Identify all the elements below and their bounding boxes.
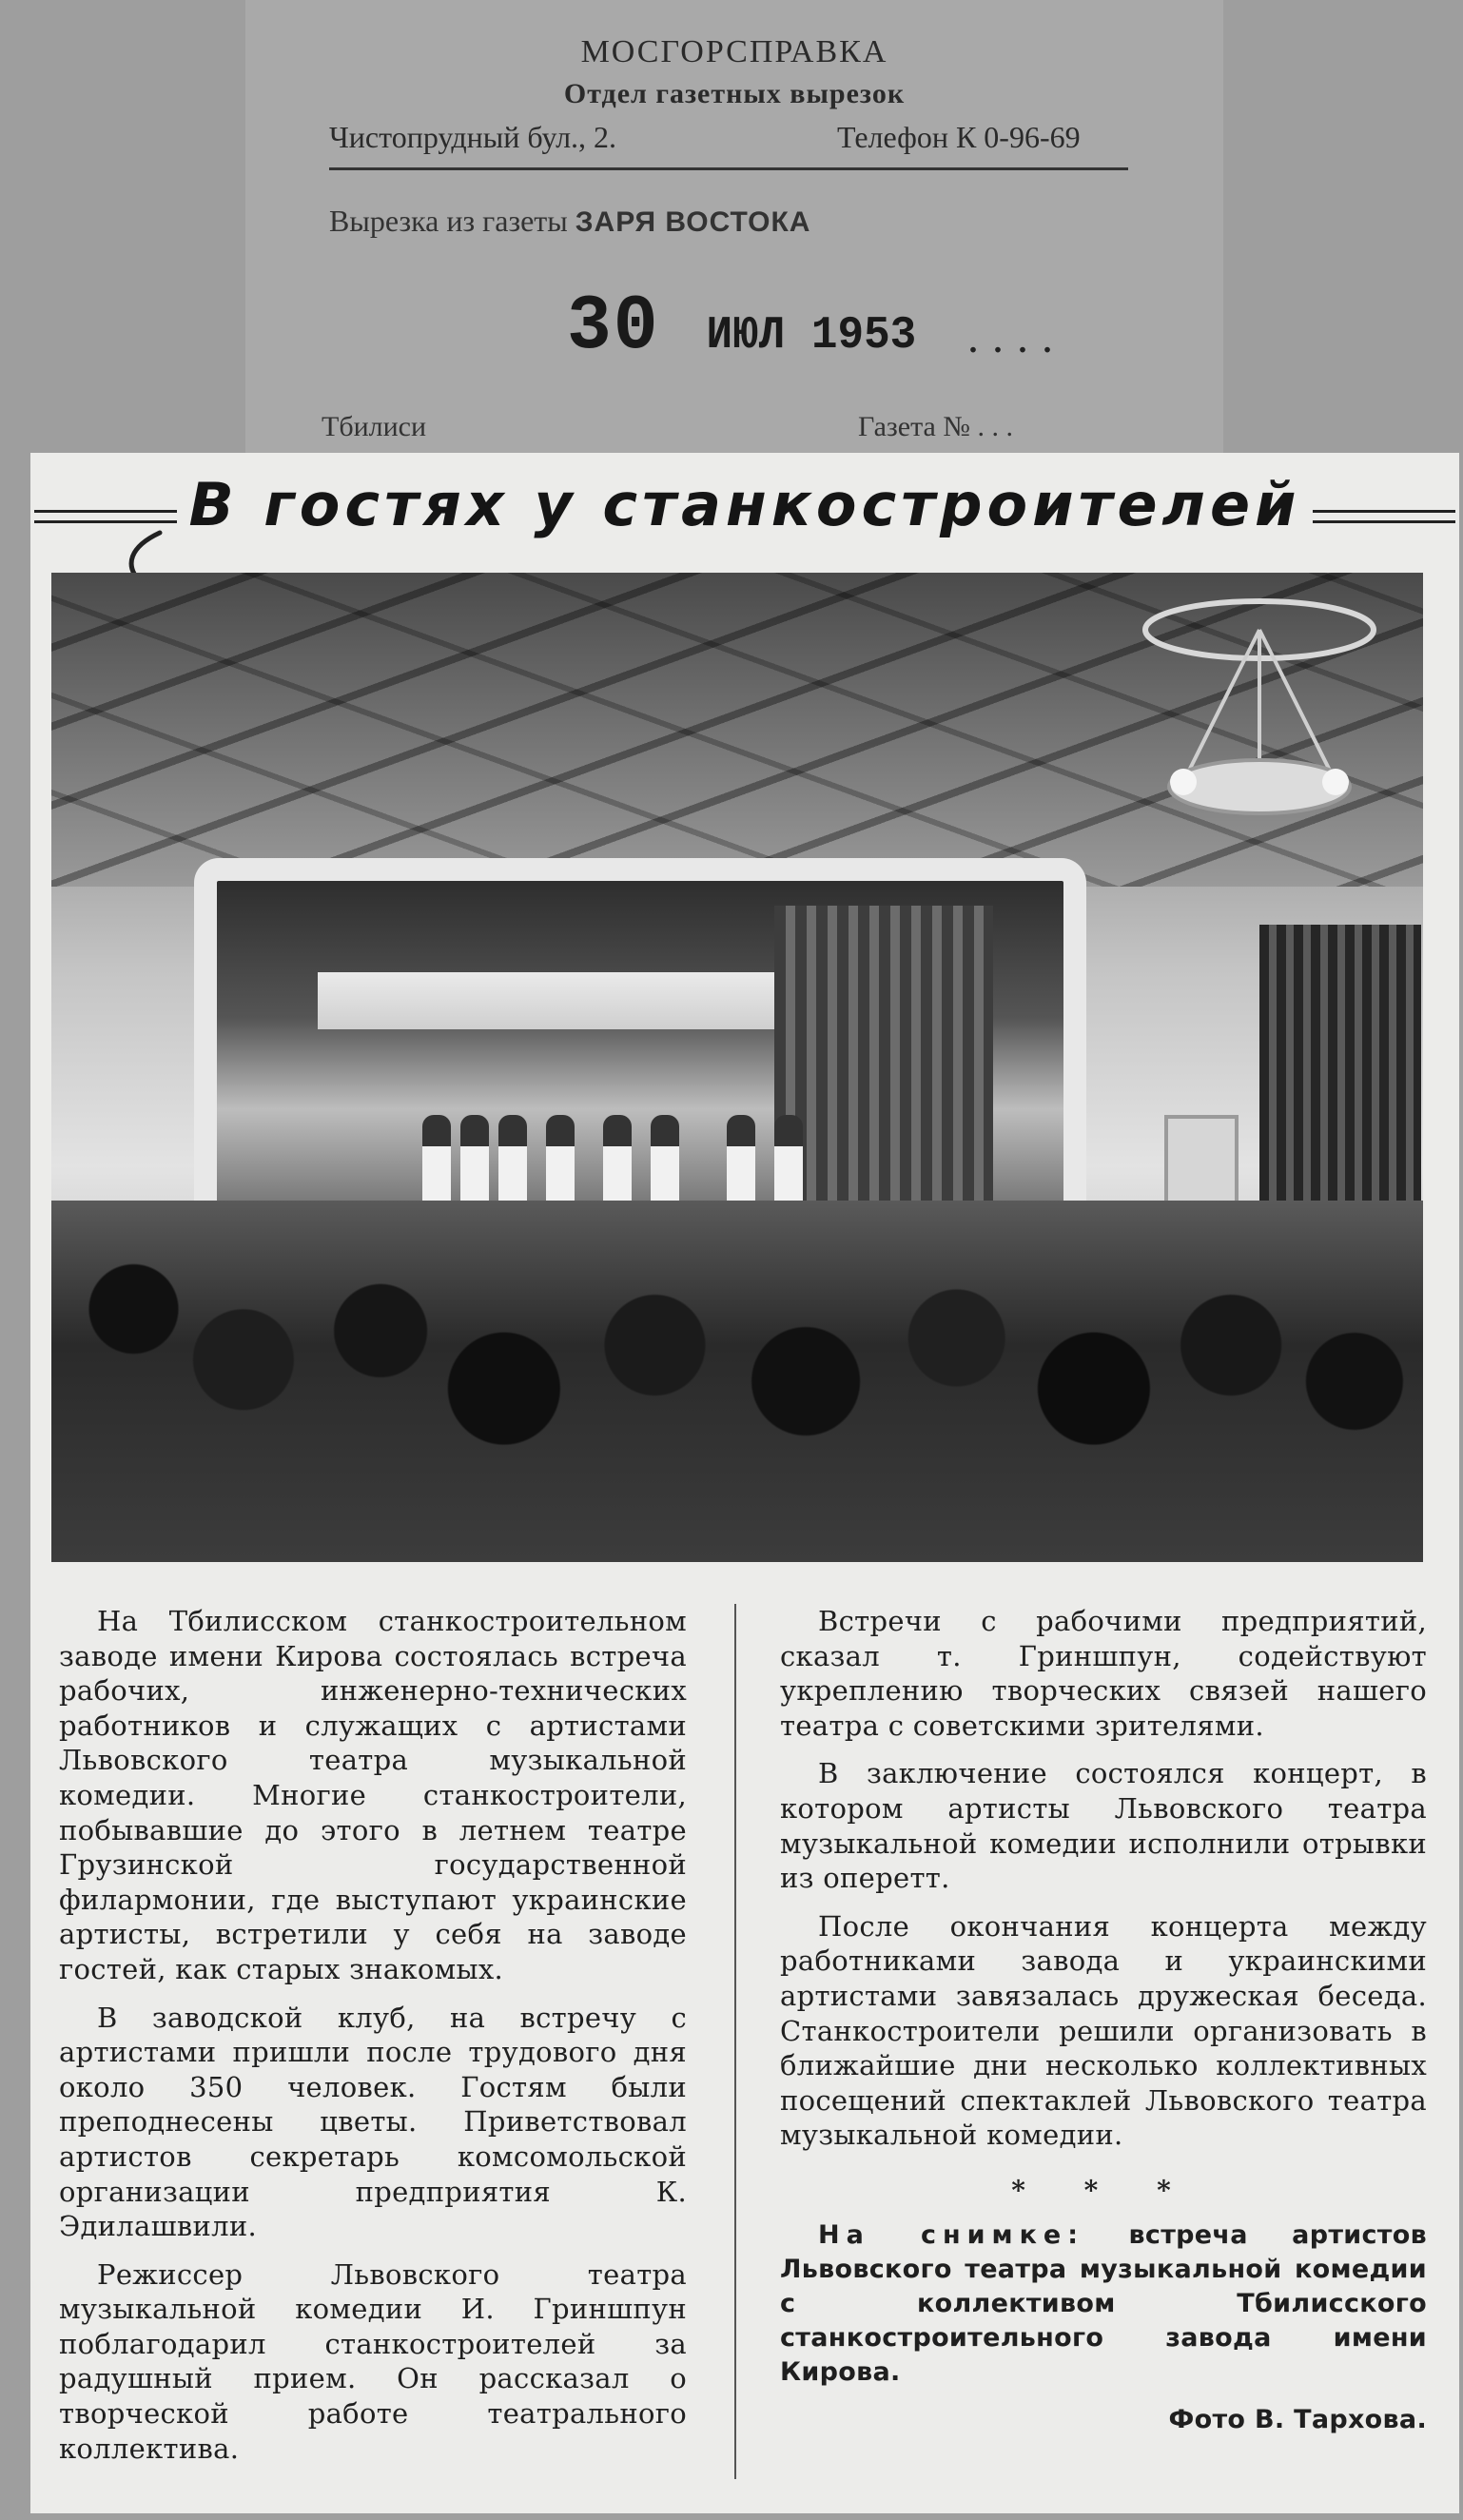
article-paragraph: В заводской клуб, на встречу с артистами пришли после трудового дня около 350 человек. Гостям были преподнесены цветы. Приветствовал артистов секретарь комсомольской организации предприятия К. Эдилашвили. [59,2001,687,2243]
stamp-address: Чистопрудный бул., 2. [329,120,617,154]
stamp-gazeta-number: Газета № . . . [858,411,1013,442]
photo-credit: Фото В. Тархова. [1168,2404,1427,2434]
stamp-rule [329,167,1128,170]
photo-caption-lead: На снимке: [818,2219,1085,2250]
chandelier-icon [1126,592,1393,858]
stamp-phone: Телефон К 0-96-69 [837,120,1081,154]
stamp-clipping-label-text: Вырезка из газеты [329,204,568,238]
newspaper-clipping [30,453,1459,2513]
stamp-department: Отдел газетных вырезок [563,78,906,109]
stamp-date-month-year: ИЮЛ 1953 [706,309,917,361]
article-column-right [780,1604,1427,2437]
article-headline: В гостях у станкостроителей [188,470,1301,539]
column-divider [734,1604,736,2479]
clipping-service-stamp [245,0,1223,455]
photo-audience [51,1201,1423,1562]
article-paragraph: На Тбилисском станкостроительном заводе имени Кирова состоялась встреча рабочих, инженерно-технических работников и служащих с артистами Львовского театра музыкальной комедии. Многие станкостроители, побывавшие до этого в летнем театре Грузинской государственной филармонии, где выступают украинские артисты, встретили у себя на заводе гостей, как старых знакомых. [59,1605,687,1985]
stamp-date [567,283,916,371]
stamp-newspaper-name: ЗАРЯ ВОСТОКА [575,206,811,238]
photo-caption-text: встреча артистов Львовского театра музыкальной комедии с коллективом Тбилисского станкостроительного завода имени Кирова. [780,2219,1427,2387]
article-paragraph: Режиссер Львовского театра музыкальной комедии И. Гриншпун поблагодарил станкостроителей за радушный прием. Он рассказал о творческой работе театрального коллектива. [59,2257,687,2465]
stamp-clipping-label [329,204,810,239]
stamp-org: МОСГОРСПРАВКА [580,34,888,69]
article-column-left [59,1604,687,2479]
article-paragraph: Встречи с рабочими предприятий, сказал т. Гриншпун, содействуют укреплению творческих связей нашего театра с советскими зрителями. [780,1605,1427,1742]
section-separator-stars: * * * [1011,2174,1196,2206]
article-paragraph: В заключение состоялся концерт, в котором артисты Львовского театра музыкальной комедии исполнили отрывки из оперетт. [780,1757,1427,1895]
article-photo [51,573,1423,1562]
photo-caption [780,2218,1427,2390]
stamp-date-trail: .... [966,314,1065,362]
stamp-date-day: 30 [567,283,660,372]
article-paragraph: После окончания концерта между работниками завода и украинскими артистами завязалась дружеская беседа. Станкостроители решили организовать в ближайшие дни несколько коллективных посещений спектаклей Львовского театра музыкальной комедии. [780,1909,1427,2152]
stamp-city: Тбилиси [322,411,427,442]
